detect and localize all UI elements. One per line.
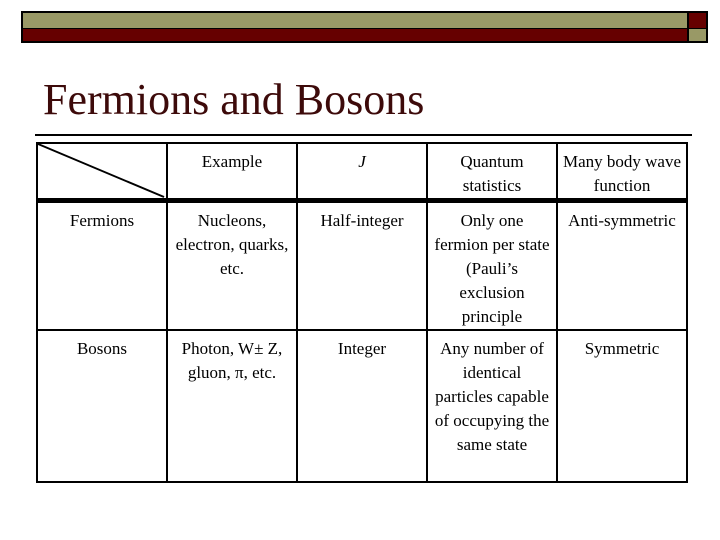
cell-fermions-wavefunction: Anti-symmetric bbox=[557, 201, 687, 331]
decorative-square-olive bbox=[687, 28, 708, 43]
header-j: J bbox=[297, 143, 427, 201]
table-row-bosons bbox=[37, 330, 687, 482]
table-header-row bbox=[37, 143, 687, 201]
cell-fermions-j: Half-integer bbox=[297, 201, 427, 331]
decorative-bar-maroon bbox=[21, 28, 688, 43]
cell-bosons-statistics: Any number of identical particles capable of occupying the same state bbox=[427, 330, 557, 482]
row-label-fermions: Fermions bbox=[37, 201, 167, 331]
row-label-bosons: Bosons bbox=[37, 330, 167, 482]
title-divider bbox=[35, 134, 692, 136]
header-wave-function: Many body wave function bbox=[557, 143, 687, 201]
header-example: Example bbox=[167, 143, 297, 201]
corner-cell bbox=[37, 143, 167, 201]
decorative-square-maroon bbox=[687, 11, 708, 29]
cell-fermions-statistics: Only one fermion per state (Pauli’s exclusion principle bbox=[427, 201, 557, 331]
decorative-bar-olive bbox=[21, 11, 688, 29]
slide-title: Fermions and Bosons bbox=[43, 75, 425, 124]
cell-bosons-wavefunction: Symmetric bbox=[557, 330, 687, 482]
cell-fermions-example: Nucleons, electron, quarks, etc. bbox=[167, 201, 297, 331]
cell-bosons-j: Integer bbox=[297, 330, 427, 482]
cell-bosons-example: Photon, W± Z, gluon, π, etc. bbox=[167, 330, 297, 482]
table-row-fermions bbox=[37, 201, 687, 331]
diagonal-line-icon bbox=[38, 144, 166, 198]
header-quantum-statistics: Quantum statistics bbox=[427, 143, 557, 201]
comparison-table bbox=[36, 142, 688, 483]
